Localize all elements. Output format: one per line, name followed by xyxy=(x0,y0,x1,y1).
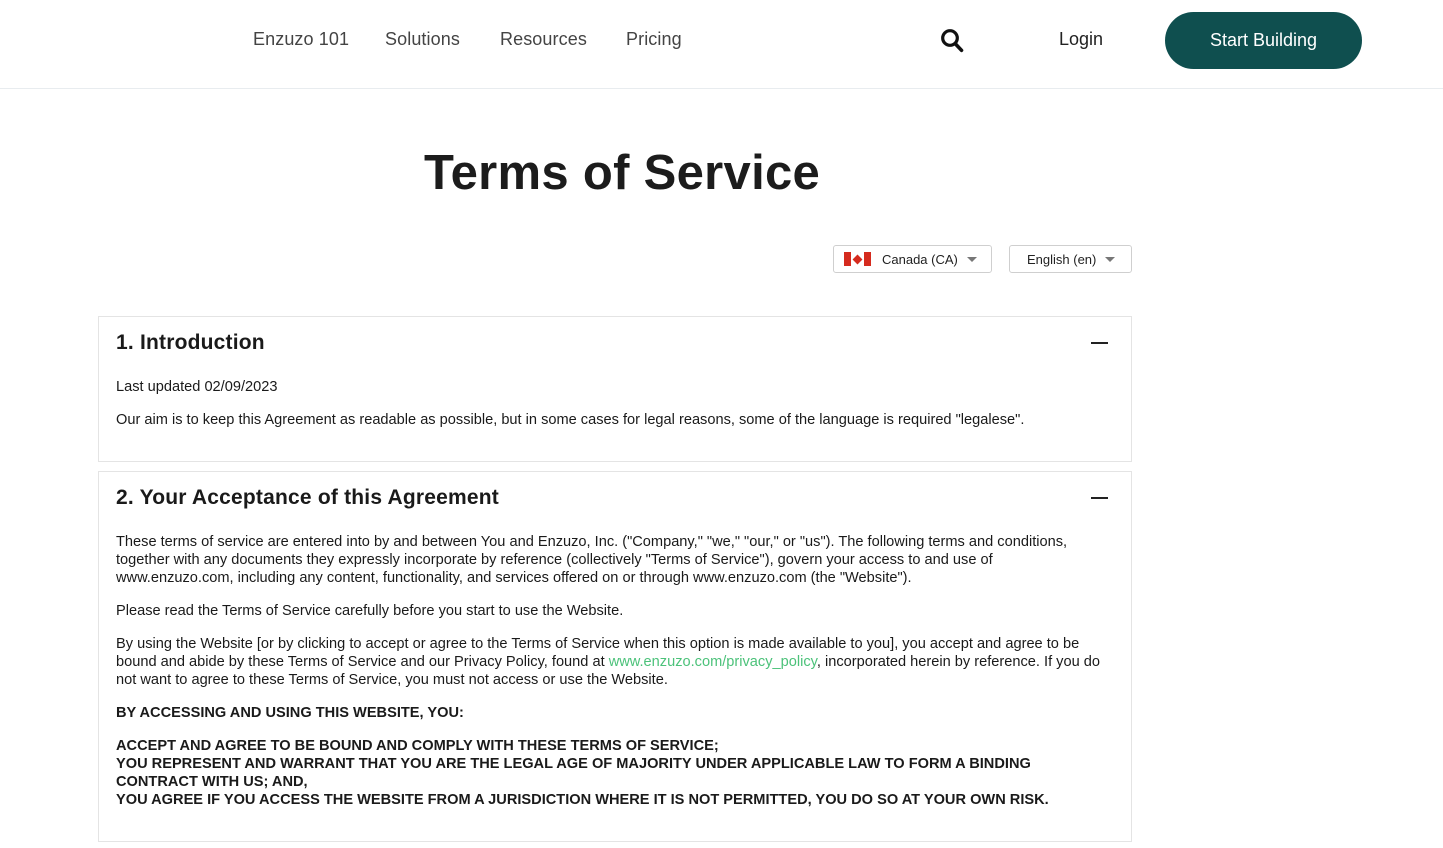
nav-link-enzuzo-101[interactable]: Enzuzo 101 xyxy=(253,29,350,49)
acceptance-text-end: , incorporated herein by reference. If you do not want to agree to these Terms of Service, you must not access or use the Website. xyxy=(116,654,1100,688)
last-updated-text: Last updated 02/09/2023 xyxy=(116,379,278,395)
acceptance-text: By using the Website [or by clicking to accept or agree to the Terms of Service when this option is made available to you], you accept and agree to be bound and abide by these Terms of Service and our Privacy Policy, found at xyxy=(116,636,1080,670)
acceptance-paragraph xyxy=(116,635,1101,689)
list-item: ACCEPT AND AGREE TO BE BOUND AND COMPLY WITH THESE TERMS OF SERVICE; xyxy=(116,738,719,754)
country-select-value: Canada (CA) xyxy=(882,251,958,267)
chevron-down-icon xyxy=(1105,257,1115,262)
top-navigation xyxy=(0,0,1443,89)
acceptance-list xyxy=(116,737,1056,809)
page-title: Terms of Service xyxy=(424,146,821,200)
chevron-down-icon xyxy=(967,257,977,262)
nav-link-solutions[interactable]: Solutions xyxy=(385,29,460,49)
language-select-value: English (en) xyxy=(1027,251,1097,267)
section-title[interactable]: 1. Introduction xyxy=(116,331,265,354)
login-link[interactable]: Login xyxy=(1059,29,1104,49)
search-icon[interactable] xyxy=(940,28,964,54)
section-title[interactable]: 2. Your Acceptance of this Agreement xyxy=(116,486,499,509)
list-item: YOU REPRESENT AND WARRANT THAT YOU ARE THE LEGAL AGE OF MAJORITY UNDER APPLICABLE LAW TO FORM A BINDING CONTRACT WITH US; AND, xyxy=(116,756,1031,790)
minus-icon[interactable] xyxy=(1091,497,1108,499)
terms-paragraph: These terms of service are entered into by and between You and Enzuzo, Inc. ("Company," "we," "our," or "us"). The following terms and conditions, together with any documents they expressly incorporate by reference (collectively "Terms of Service"), govern your access to and use of www.enzuzo.com, including any content, functionality, and services offered on or through www.enzuzo.com (the "Website"). xyxy=(116,534,1068,586)
nav-link-pricing[interactable]: Pricing xyxy=(626,29,682,49)
section-acceptance xyxy=(98,471,1132,842)
intro-paragraph: Our aim is to keep this Agreement as readable as possible, but in some cases for legal reasons, some of the language is required "legalese". xyxy=(116,412,1025,428)
canada-flag-icon xyxy=(844,252,871,266)
list-item: YOU AGREE IF YOU ACCESS THE WEBSITE FROM A JURISDICTION WHERE IT IS NOT PERMITTED, YOU DO SO AT YOUR OWN RISK. xyxy=(116,792,1049,808)
privacy-policy-link[interactable]: www.enzuzo.com/privacy_policy xyxy=(608,654,817,670)
accessing-heading: BY ACCESSING AND USING THIS WEBSITE, YOU: xyxy=(116,705,464,721)
minus-icon[interactable] xyxy=(1091,342,1108,344)
read-carefully-paragraph: Please read the Terms of Service carefully before you start to use the Website. xyxy=(116,603,624,619)
country-select[interactable] xyxy=(833,245,992,273)
section-introduction xyxy=(98,316,1132,462)
start-building-button[interactable]: Start Building xyxy=(1165,12,1362,69)
nav-link-resources[interactable]: Resources xyxy=(500,29,587,49)
language-select[interactable] xyxy=(1009,245,1132,273)
